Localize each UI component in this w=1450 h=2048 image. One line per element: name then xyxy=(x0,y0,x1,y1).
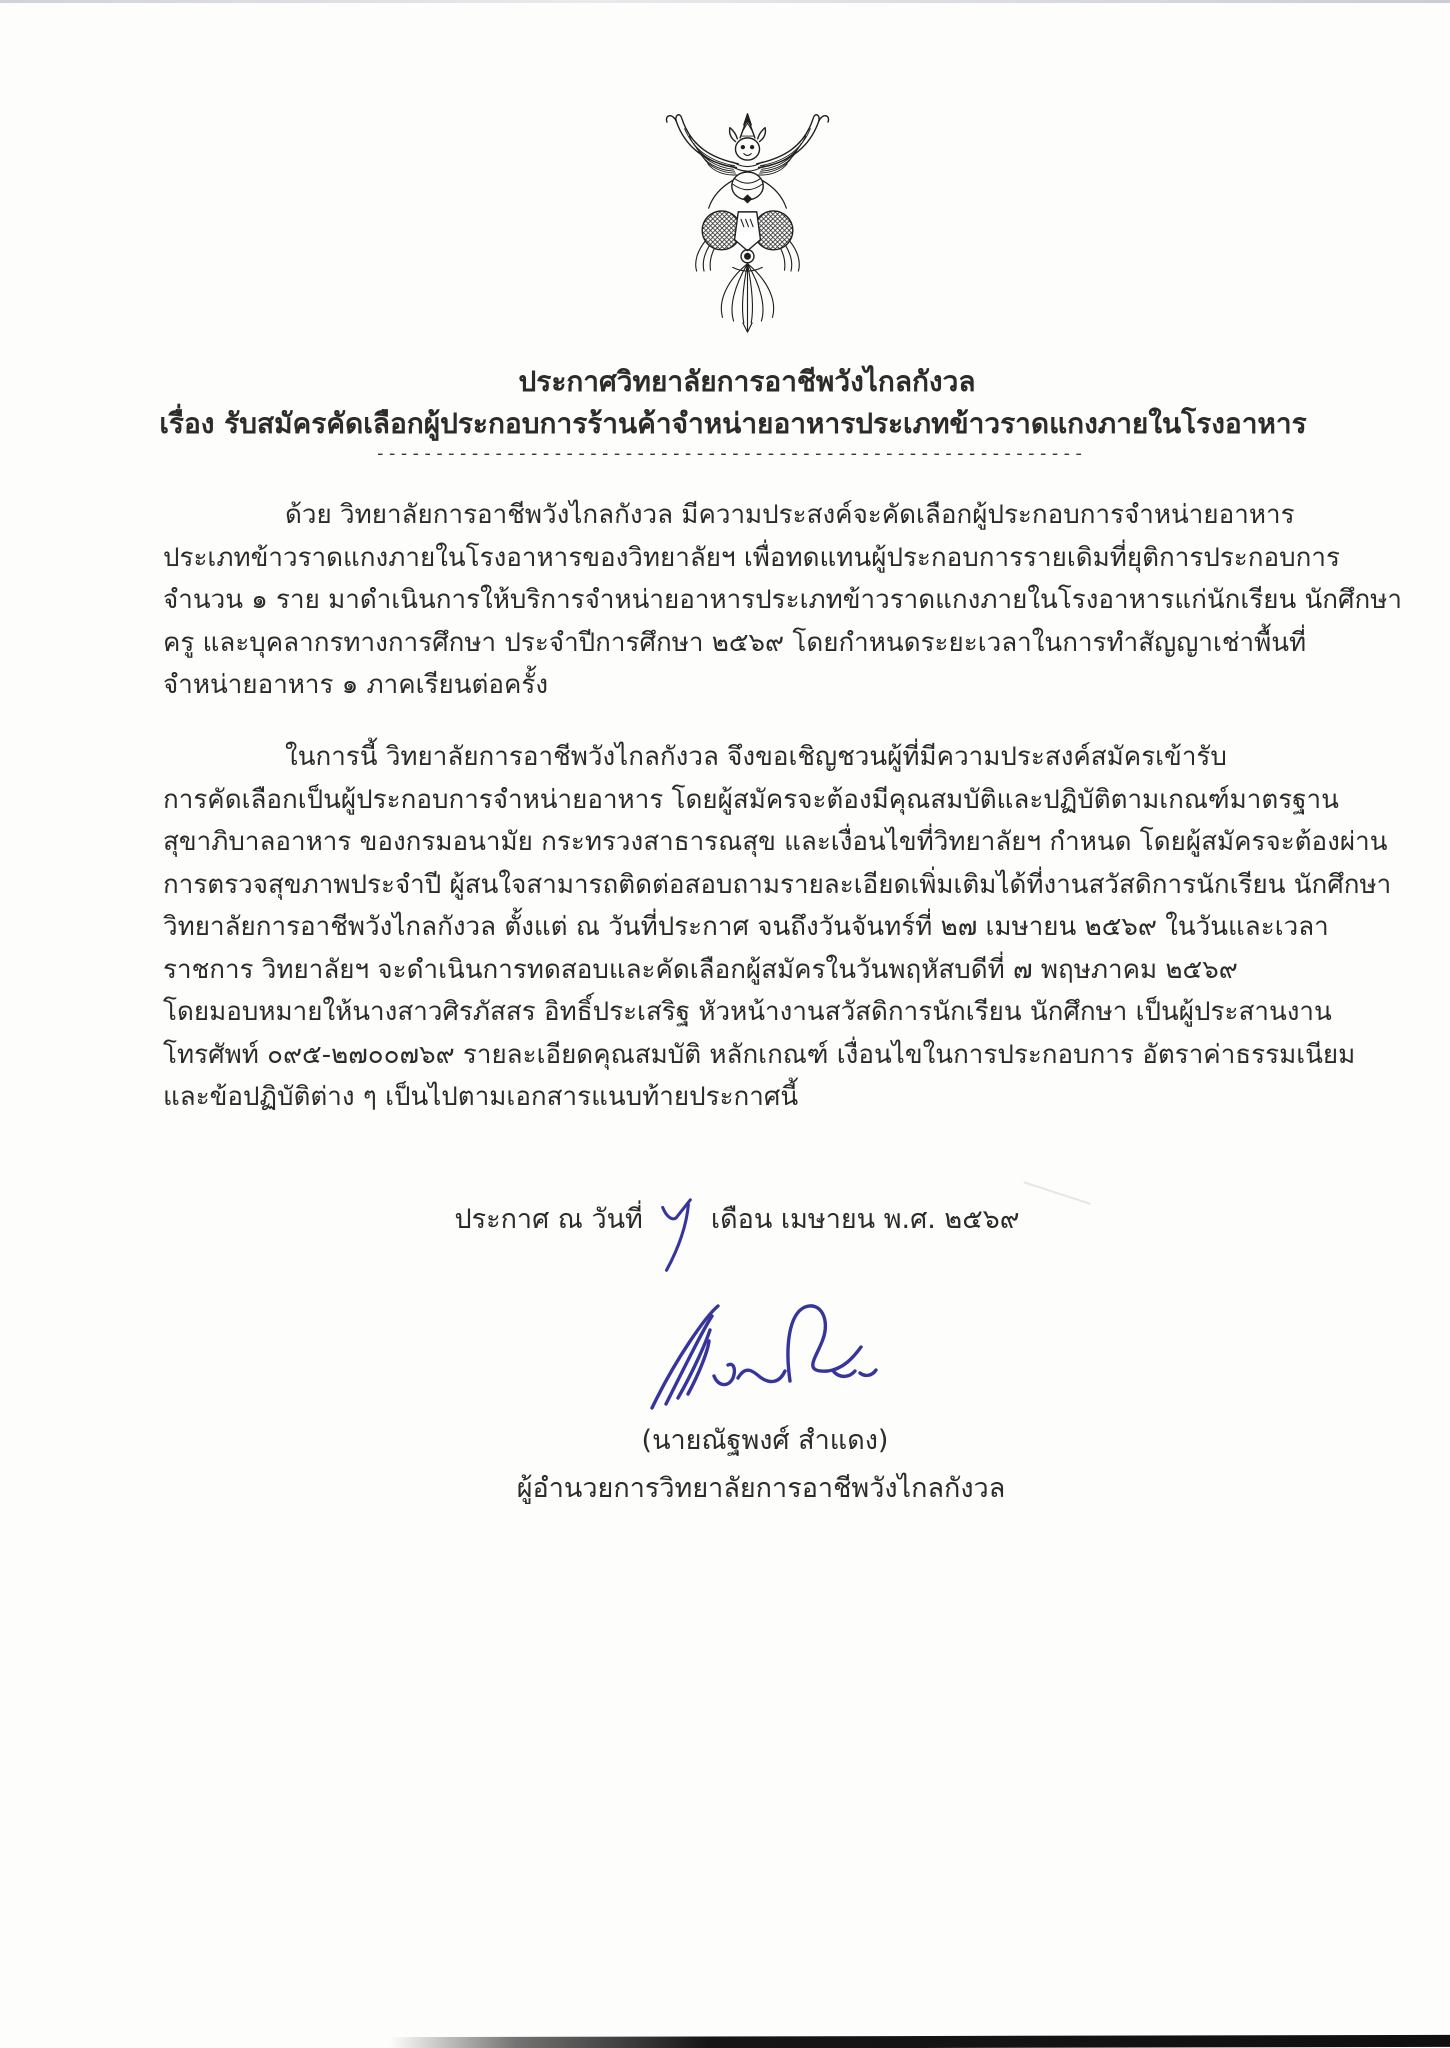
paragraph-2 xyxy=(163,736,1392,1119)
date-prefix: ประกาศ ณ วันที่ xyxy=(454,1203,643,1235)
paragraph-line: ราชการ วิทยาลัยฯ จะดำเนินการทดสอบและคัดเลือกผู้สมัครในวันพฤหัสบดีที่ ๗ พฤษภาคม ๒๕๖๙ xyxy=(163,954,1238,985)
paragraph-line: ด้วย วิทยาลัยการอาชีพวังไกลกังวล มีความประสงค์จะคัดเลือกผู้ประกอบการจำหน่ายอาหาร xyxy=(285,500,1295,530)
paragraph-line: การตรวจสุขภาพประจำปี ผู้สนใจสามารถติดต่อสอบถามรายละเอียดเพิ่มเติมได้ที่งานสวัสดิการนักเรียน นักศึกษา xyxy=(163,869,1392,900)
paragraph-1 xyxy=(163,494,1402,707)
date-suffix: เดือน เมษายน พ.ศ. ๒๕๖๙ xyxy=(710,1203,1020,1235)
paragraph-line: ครู และบุคลากรทางการศึกษา ประจำปีการศึกษา ๒๕๖๙ โดยกำหนดระยะเวลาในการทำสัญญาเช่าพื้นที่ xyxy=(163,627,1307,658)
date-line xyxy=(12,1178,1450,1258)
paragraph-line: และข้อปฏิบัติต่าง ๆ เป็นไปตามเอกสารแนบท้ายประกาศนี้ xyxy=(163,1082,799,1112)
paragraph-line: ประเภทข้าวราดแกงภายในโรงอาหารของวิทยาลัยฯ เพื่อทดแทนผู้ประกอบการรายเดิมที่ยุติการประกอบการ xyxy=(163,542,1340,573)
paragraph-line: สุขาภิบาลอาหาร ของกรมอนามัย กระทรวงสาธารณสุข และเงื่อนไขที่วิทยาลัยฯ กำหนด โดยผู้สมัครจะต้องผ่าน xyxy=(163,827,1388,857)
garuda-emblem-icon xyxy=(655,110,840,360)
scan-edge-artifact xyxy=(390,2035,1450,2048)
dashed-divider: ------------------------------------------------------------ xyxy=(374,443,1086,464)
handwritten-day-ink xyxy=(655,1196,699,1276)
paragraph-line: วิทยาลัยการอาชีพวังไกลกังวล ตั้งแต่ ณ วันที่ประกาศ จนถึงวันจันทร์ที่ ๒๗ เมษายน ๒๕๖๙ ในวันและเวลา xyxy=(163,912,1329,942)
paragraph-line: จำหน่ายอาหาร ๑ ภาคเรียนต่อครั้ง xyxy=(163,670,549,700)
scan-edge-artifact xyxy=(0,0,1450,3)
paragraph-line: โดยมอบหมายให้นางสาวศิรภัสสร อิทธิ์ประเสริฐ หัวหน้างานสวัสดิการนักเรียน นักศึกษา เป็นผู้ประสานงาน xyxy=(163,997,1332,1027)
announcement-title: ประกาศวิทยาลัยการอาชีพวังไกลกังวล xyxy=(518,365,976,398)
paragraph-line: จำนวน ๑ ราย มาดำเนินการให้บริการจำหน่ายอาหารประเภทข้าวราดแกงภายในโรงอาหารแก่นักเรียน นักศึกษา xyxy=(163,585,1402,615)
signer-position: ผู้อำนวยการวิทยาลัยการอาชีพวังไกลกังวล xyxy=(516,1473,1006,1504)
announcement-subject: เรื่อง รับสมัครคัดเลือกผู้ประกอบการร้านค้าจำหน่ายอาหารประเภทข้าวราดแกงภายในโรงอาหาร xyxy=(159,407,1307,440)
paragraph-line: การคัดเลือกเป็นผู้ประกอบการจำหน่ายอาหาร โดยผู้สมัครจะต้องมีคุณสมบัติและปฏิบัติตามเกณฑ์มาตรฐาน xyxy=(163,784,1339,815)
signer-name: (นายณัฐพงศ์ สำแดง) xyxy=(641,1425,889,1456)
signature-ink xyxy=(638,1286,906,1414)
paragraph-line: โทรศัพท์ ๐๙๕-๒๗๐๐๗๖๙ รายละเอียดคุณสมบัติ หลักเกณฑ์ เงื่อนไขในการประกอบการ อัตราค่าธรรมเนียม xyxy=(163,1039,1356,1070)
paragraph-line: ในการนี้ วิทยาลัยการอาชีพวังไกลกังวล จึงขอเชิญชวนผู้ที่มีความประสงค์สมัครเข้ารับ xyxy=(285,742,1227,772)
